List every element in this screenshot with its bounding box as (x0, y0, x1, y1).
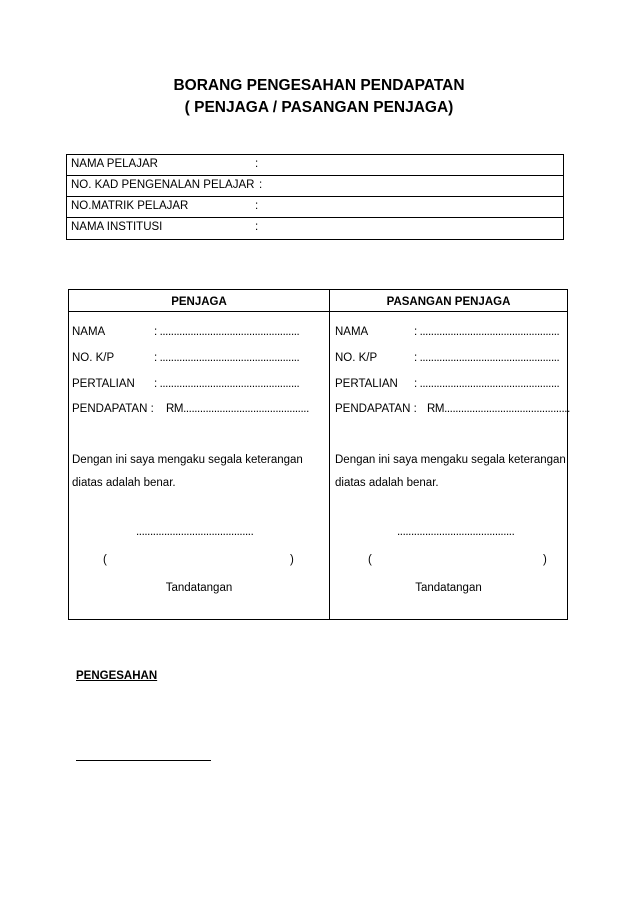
student-info-table (66, 154, 564, 240)
penjaga-kp-label: NO. K/P (72, 352, 115, 364)
info-colon: : (255, 221, 259, 233)
penjaga-pendapatan-field: RM............................................. (166, 403, 309, 415)
pasangan-declaration-line1: Dengan ini saya mengaku segala keterangan (335, 454, 566, 466)
penjaga-signature-line: .......................................... (136, 526, 254, 538)
column-divider (329, 290, 330, 619)
penjaga-header: PENJAGA (171, 296, 227, 308)
penjaga-pertalian-field: : .................................................. (154, 378, 300, 390)
pasangan-header: PASANGAN PENJAGA (386, 296, 511, 308)
pasangan-pendapatan-label: PENDAPATAN : (335, 403, 417, 415)
pasangan-pertalian-field: : .................................................. (414, 378, 560, 390)
form-title: BORANG PENGESAHAN PENDAPATAN (173, 77, 465, 94)
penjaga-pendapatan-label: PENDAPATAN : (72, 403, 154, 415)
pasangan-declaration-line2: diatas adalah benar. (335, 477, 439, 489)
penjaga-nama-field: : .................................................. (154, 326, 300, 338)
pasangan-name-paren-close: ) (543, 554, 547, 566)
penjaga-nama-label: NAMA (72, 326, 106, 338)
pasangan-pertalian-label: PERTALIAN (335, 378, 398, 390)
info-row-no-matrik (67, 197, 563, 218)
penjaga-kp-field: : .................................................. (154, 352, 300, 364)
penjaga-name-paren-open: ( (103, 554, 107, 566)
pasangan-nama-label: NAMA (335, 326, 369, 338)
info-colon: : (259, 179, 263, 191)
pasangan-signature-label: Tandatangan (415, 582, 482, 594)
penjaga-pertalian-label: PERTALIAN (72, 378, 135, 390)
pasangan-signature-line: .......................................... (397, 526, 515, 538)
pengesahan-heading: PENGESAHAN (76, 670, 158, 682)
penjaga-declaration-line1: Dengan ini saya mengaku segala keterangan (72, 454, 303, 466)
info-row-nama-pelajar (67, 155, 563, 176)
pasangan-kp-field: : .................................................. (414, 352, 560, 364)
header-rule (69, 311, 567, 312)
info-colon: : (255, 200, 259, 212)
penjaga-name-paren-close: ) (290, 554, 294, 566)
info-label: NAMA INSTITUSI (71, 221, 163, 233)
pasangan-pendapatan-field: RM............................................. (427, 403, 570, 415)
info-label: NAMA PELAJAR (71, 158, 158, 170)
info-label: NO.MATRIK PELAJAR (71, 200, 189, 212)
penjaga-signature-label: Tandatangan (165, 582, 233, 594)
pasangan-nama-field: : .................................................. (414, 326, 560, 338)
guardian-declaration-table (68, 289, 568, 620)
info-row-nama-institusi (67, 218, 563, 239)
info-row-no-kad (67, 176, 563, 197)
pasangan-name-paren-open: ( (368, 554, 372, 566)
info-label: NO. KAD PENGENALAN PELAJAR (71, 179, 255, 191)
pengesahan-signature-line (76, 760, 211, 761)
form-subtitle: ( PENJAGA / PASANGAN PENJAGA) (184, 99, 454, 116)
info-colon: : (255, 158, 259, 170)
penjaga-declaration-line2: diatas adalah benar. (72, 477, 176, 489)
pasangan-kp-label: NO. K/P (335, 352, 378, 364)
